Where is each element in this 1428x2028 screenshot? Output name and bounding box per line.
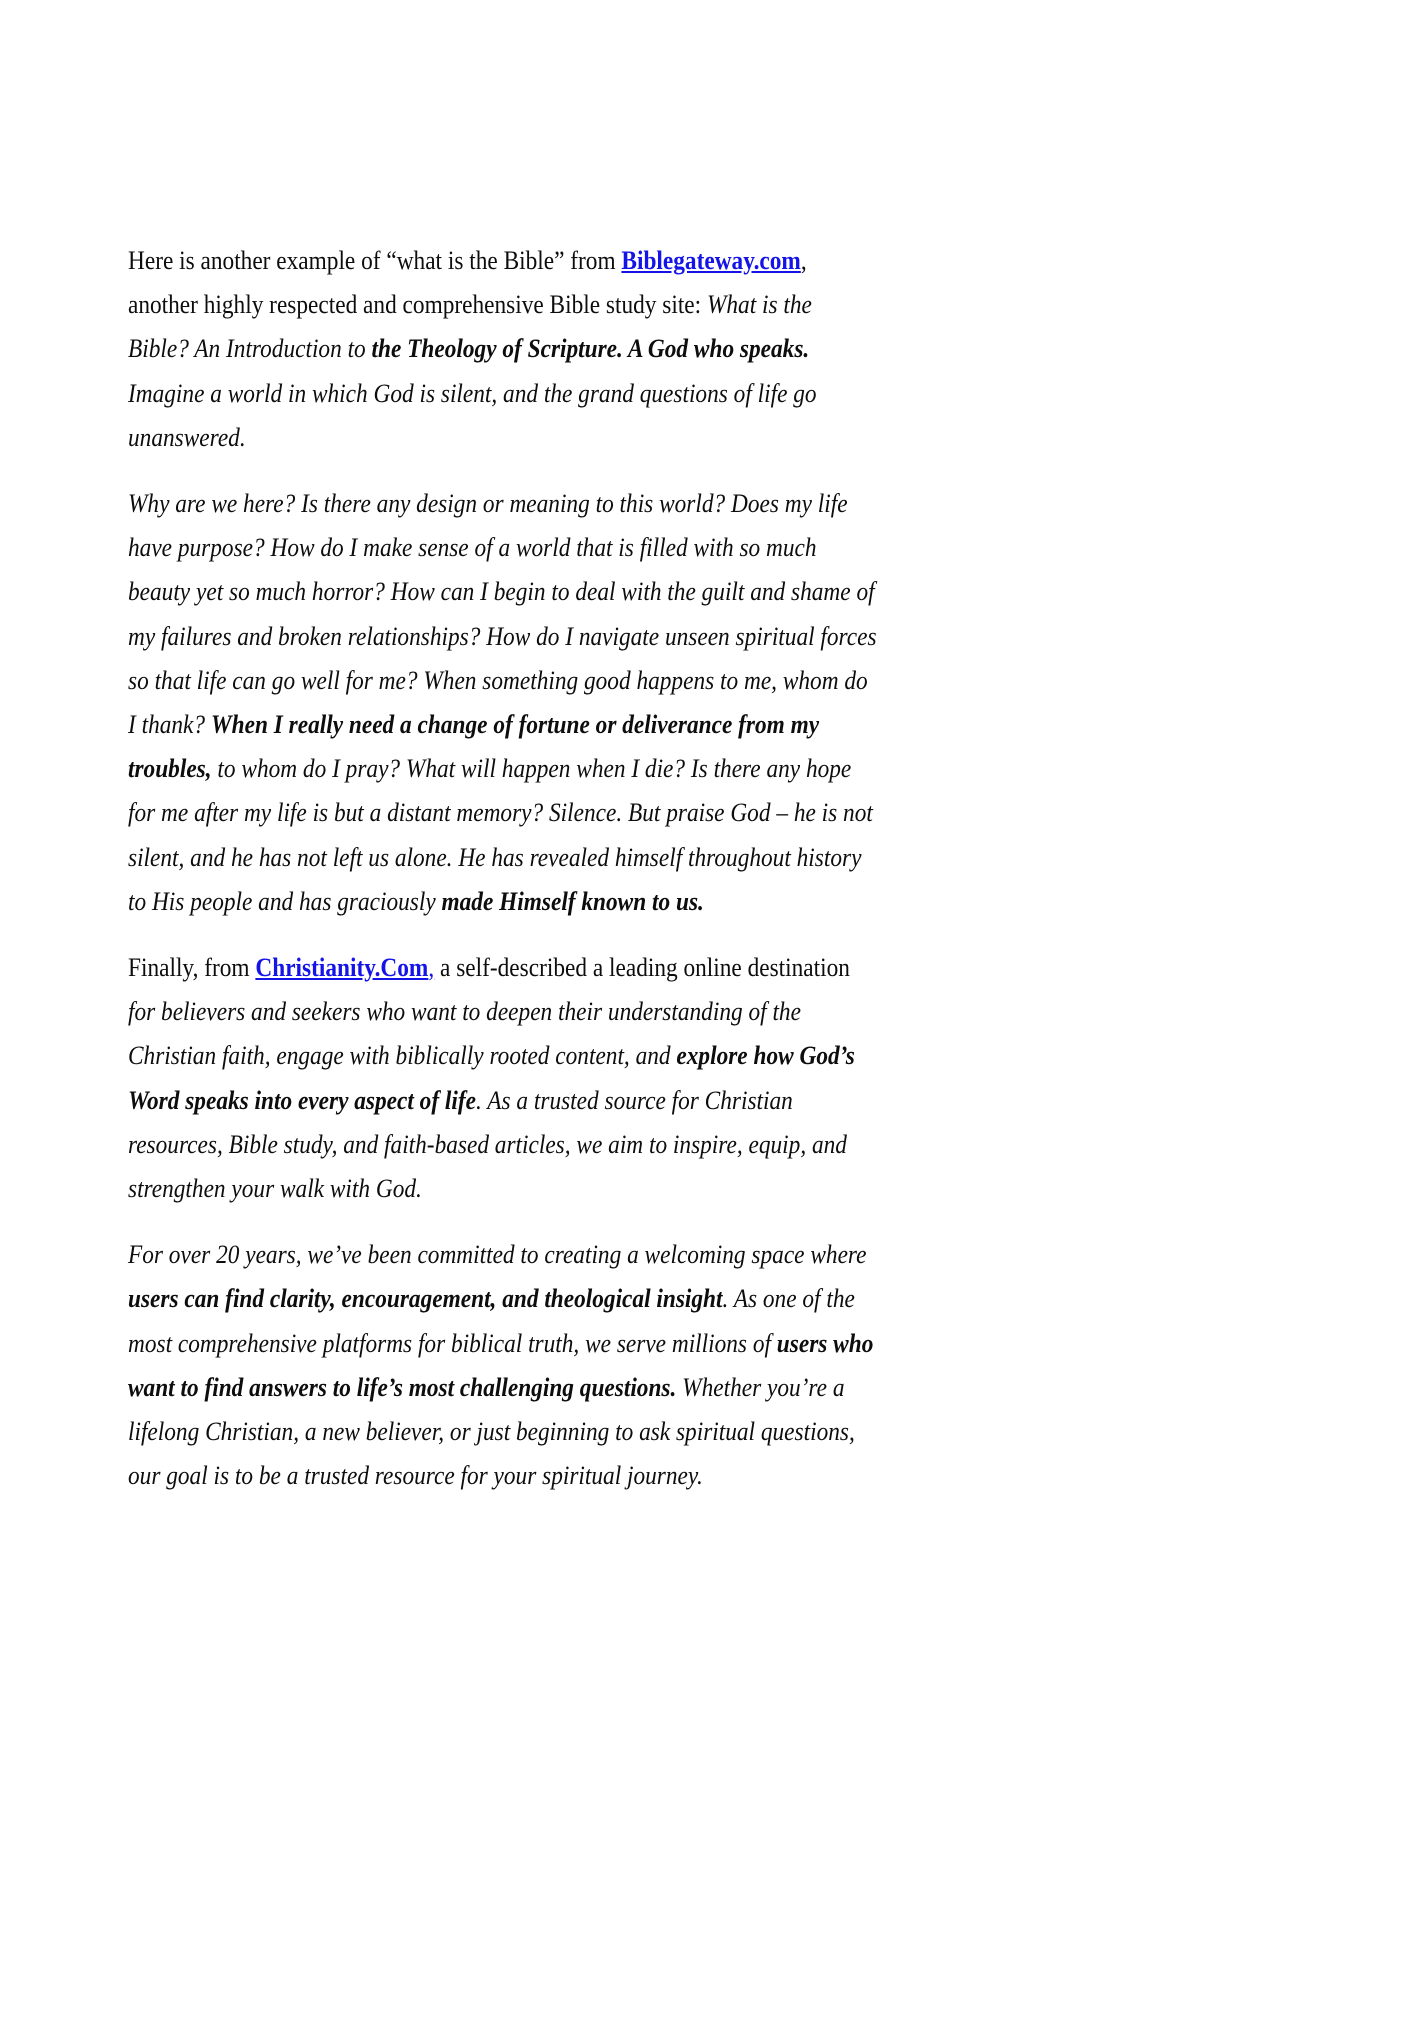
paragraph-para-questions bbox=[128, 481, 980, 923]
text-run-italic: For over 20 years, we’ve been committed to creating a welcoming space where bbox=[128, 1239, 867, 1270]
text-run-bold-italic: explore how God’s Word speaks into every aspect of life bbox=[128, 1040, 855, 1115]
text-run-roman: a self-described a leading online destination bbox=[434, 952, 850, 983]
text-run-italic: . As one of the most comprehensive platforms for biblical truth, we serve millions of bbox=[128, 1283, 855, 1358]
text-run-roman: Here is another example of “what is the Bible” from bbox=[128, 245, 622, 275]
hyperlink[interactable]: Christianity.Com bbox=[255, 952, 429, 983]
text-run-italic: for believers and seekers who want to deepen their understanding of the Christian faith, engage with biblically rooted content, and bbox=[128, 996, 801, 1071]
document-text-body bbox=[128, 238, 980, 1497]
paragraph-para-biblegateway bbox=[128, 238, 980, 459]
paragraph-text bbox=[128, 945, 878, 1210]
hyperlink[interactable]: Biblegateway.com bbox=[621, 245, 801, 275]
text-run-italic: Why are we here? Is there any design or meaning to this world? Does my life have purpose? How do I make sense of a world that is filled with so much beauty yet so much horror? How can I begin to deal with the guilt and shame of my failures and broken relationships? How do I navigate unseen spiritual forces so that life can go well for me? When something good happens to me, whom do I thank? bbox=[128, 488, 877, 740]
text-run-roman: , another highly respected and comprehensive Bible study site: bbox=[128, 245, 807, 320]
paragraph-text bbox=[128, 238, 878, 459]
paragraph-text bbox=[128, 481, 878, 923]
text-run-italic: What is the Bible? An Introduction to bbox=[128, 289, 812, 364]
text-run-italic: Imagine a world in which God is silent, and the grand questions of life go unanswered. bbox=[128, 377, 817, 452]
text-run-bold-italic: When I really need a change of fortune or deliverance from my troubles, bbox=[128, 709, 820, 784]
text-run-bold-italic: the Theology of Scripture. A God who speaks. bbox=[371, 333, 810, 364]
text-run-italic: to whom do I pray? What will happen when I die? Is there any hope for me after my life is but a distant memory? Silence. But praise God – he is not silent, and he has not left us alone. He has revealed himself throughout history to His people and has graciously bbox=[128, 753, 873, 916]
text-run-italic: Whether you’re a lifelong Christian, a new believer, or just beginning to ask spiritual questions, our goal is to be a trusted resource for your spiritual journey. bbox=[128, 1371, 855, 1491]
text-run-roman: Finally, from bbox=[128, 952, 256, 983]
paragraph-text bbox=[128, 1232, 878, 1497]
paragraph-para-christianity bbox=[128, 945, 980, 1210]
text-run-bold-italic: users can find clarity, encouragement, and theological insight bbox=[128, 1283, 723, 1314]
hyperlink-trailing-punctuation[interactable]: , bbox=[428, 952, 435, 983]
paragraph-para-twenty-years bbox=[128, 1232, 980, 1497]
text-run-bold-italic: made Himself known to us. bbox=[441, 885, 704, 916]
text-run-italic: . As a trusted source for Christian resources, Bible study, and faith-based articles, we aim to inspire, equip, and strengthen your walk with God. bbox=[128, 1084, 847, 1204]
text-run-bold-italic: users who want to find answers to life’s most challenging questions. bbox=[128, 1327, 874, 1402]
